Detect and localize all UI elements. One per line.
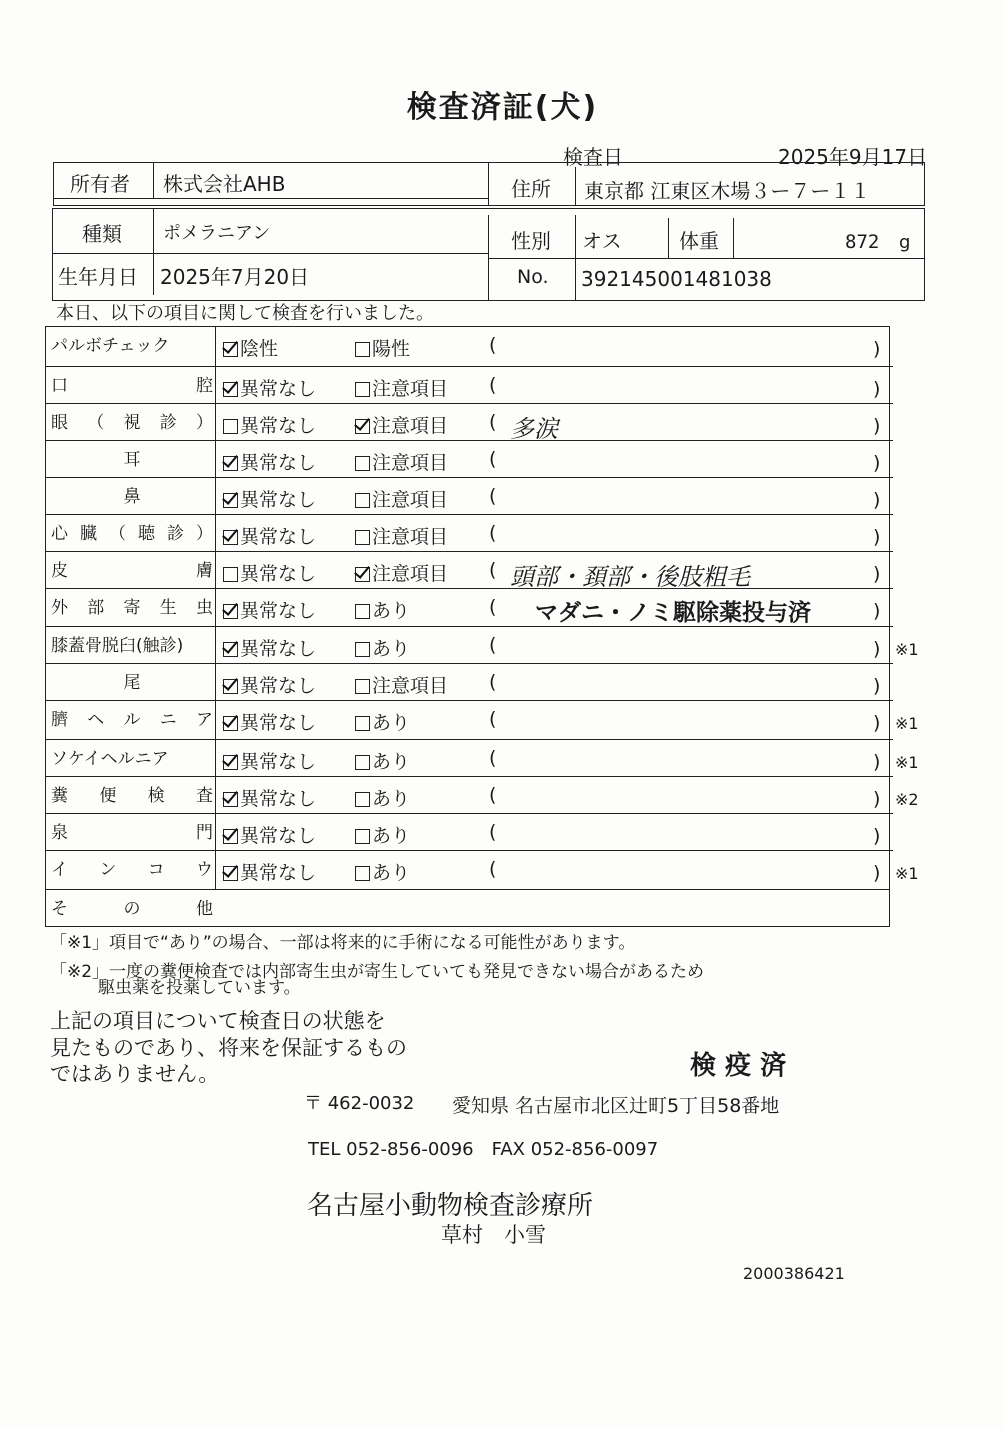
checked-box-icon[interactable]	[355, 567, 370, 582]
inspected-stamp: 検 疫 済	[690, 1051, 787, 1081]
option-2-label: あり	[372, 825, 411, 847]
footnote-mark: ※1	[895, 753, 919, 772]
row-divider	[45, 663, 893, 664]
option-2[interactable]	[355, 411, 448, 438]
option-1-label: 異常なし	[240, 489, 317, 511]
option-2-label: あり	[372, 638, 411, 660]
footnote-2-cont: 駆虫薬を投薬しています。	[98, 978, 301, 998]
option-1[interactable]	[223, 708, 316, 735]
check-item-name: 外 部 寄 生 虫	[51, 598, 213, 618]
empty-box-icon[interactable]	[355, 493, 370, 508]
footnote-mark: ※1	[895, 714, 919, 733]
weight-label: 体重	[679, 229, 719, 253]
close-paren: )	[873, 600, 881, 622]
close-paren: )	[873, 788, 881, 810]
empty-box-icon[interactable]	[223, 419, 238, 434]
postal-code: 〒 462-0032	[304, 1093, 415, 1114]
option-2-label: 注意項目	[372, 526, 449, 548]
check-item-name: 皮 膚	[51, 561, 213, 581]
option-2-label: 注意項目	[372, 563, 449, 585]
check-item-name: 臍 ヘ ル ニ ア	[51, 710, 213, 730]
number-label: No.	[517, 266, 549, 288]
row-divider	[45, 739, 893, 740]
open-paren: (	[489, 708, 497, 730]
open-paren: (	[489, 374, 497, 396]
number-value: 392145001481038	[581, 267, 772, 291]
option-2-label: 注意項目	[372, 675, 449, 697]
option-2-label: あり	[372, 788, 411, 810]
exam-date-label: 検査日	[563, 145, 623, 169]
check-row	[45, 889, 890, 927]
empty-box-icon[interactable]	[355, 382, 370, 397]
option-2[interactable]	[355, 596, 410, 623]
check-item-name: 糞 便 検 査	[51, 786, 213, 806]
close-paren: )	[873, 489, 881, 511]
check-item-name: 眼 （ 視 診 ）	[51, 413, 213, 433]
close-paren: )	[873, 712, 881, 734]
close-paren: )	[873, 825, 881, 847]
footnote-2: 「※2」一度の糞便検査では内部寄生虫が寄生していても発見できない場合があるため	[50, 962, 705, 982]
check-item-name: 口 腔	[51, 376, 213, 396]
empty-box-icon[interactable]	[223, 567, 238, 582]
option-2-label: 注意項目	[372, 489, 449, 511]
option-1-label: 異常なし	[240, 675, 317, 697]
option-1[interactable]	[223, 784, 316, 811]
option-1[interactable]	[223, 448, 316, 475]
check-item-name: 耳	[123, 450, 141, 470]
row-divider	[45, 850, 893, 851]
empty-box-icon[interactable]	[355, 829, 370, 844]
option-1[interactable]	[223, 821, 316, 848]
check-row	[45, 813, 890, 850]
weight-unit: g	[899, 232, 911, 253]
option-1[interactable]	[223, 559, 316, 586]
intro-text: 本日、以下の項目に関して検査を行いました。	[56, 303, 434, 324]
option-2-label: 注意項目	[372, 415, 449, 437]
check-item-name: 心 臓 （ 聴 診 ）	[51, 524, 213, 544]
check-row	[45, 663, 890, 700]
option-2[interactable]	[355, 821, 410, 848]
row-divider	[45, 813, 893, 814]
option-1[interactable]	[223, 411, 316, 438]
option-2[interactable]	[355, 522, 448, 549]
checked-box-icon[interactable]	[223, 829, 238, 844]
checked-box-icon[interactable]	[223, 642, 238, 657]
footnote-mark: ※2	[895, 790, 919, 809]
open-paren: (	[489, 334, 497, 356]
option-1-label: 異常なし	[240, 638, 317, 660]
check-row	[45, 588, 890, 626]
option-1-label: 異常なし	[240, 862, 317, 884]
close-paren: )	[873, 563, 881, 585]
option-1[interactable]	[223, 858, 316, 885]
row-divider	[45, 477, 893, 478]
option-1[interactable]	[223, 634, 316, 661]
open-paren: (	[489, 747, 497, 769]
checked-box-icon[interactable]	[223, 456, 238, 471]
option-1[interactable]	[223, 334, 278, 361]
check-row	[45, 626, 919, 663]
check-row	[45, 700, 919, 739]
check-item-name: 膝蓋骨脱臼(触診)	[51, 636, 184, 656]
birth-value: 2025年7月20日	[160, 265, 310, 289]
option-2[interactable]	[355, 374, 448, 401]
address-label: 住所	[511, 177, 551, 201]
check-row	[45, 366, 890, 403]
row-divider	[45, 366, 893, 367]
row-divider	[45, 440, 893, 441]
breed-label: 種類	[82, 222, 122, 246]
checked-box-icon[interactable]	[223, 530, 238, 545]
option-2[interactable]	[355, 671, 448, 698]
option-1-label: 異常なし	[240, 600, 317, 622]
option-2[interactable]	[355, 448, 448, 475]
address-value: 東京都 江東区木場３ー７ー１１	[584, 179, 871, 203]
document-id: 2000386421	[743, 1264, 845, 1283]
empty-box-icon[interactable]	[355, 342, 370, 357]
footnote-mark: ※1	[895, 864, 919, 883]
check-item-name: そ の 他	[51, 899, 213, 919]
empty-box-icon[interactable]	[355, 792, 370, 807]
open-paren: (	[489, 559, 497, 581]
option-1-label: 異常なし	[240, 788, 317, 810]
check-note: 多涙	[510, 415, 558, 443]
close-paren: )	[873, 338, 881, 360]
open-paren: (	[489, 671, 497, 693]
open-paren: (	[489, 858, 497, 880]
row-divider	[45, 551, 893, 552]
checked-box-icon[interactable]	[223, 755, 238, 770]
option-1-label: 陰性	[240, 338, 279, 360]
vet-name: 草村 小雪	[441, 1223, 546, 1247]
option-1-label: 異常なし	[240, 526, 317, 548]
check-item-name: パルボチェック	[51, 336, 170, 356]
checked-box-icon[interactable]	[223, 716, 238, 731]
check-item-name: 鼻	[123, 487, 141, 507]
empty-box-icon[interactable]	[355, 755, 370, 770]
check-item-name: 尾	[123, 673, 141, 693]
disclaimer-line-3: ではありません。	[50, 1062, 220, 1086]
option-2[interactable]	[355, 334, 410, 361]
row-divider	[45, 626, 893, 627]
option-1[interactable]	[223, 522, 316, 549]
open-paren: (	[489, 485, 497, 507]
check-item-name: ソケイヘルニア	[51, 749, 169, 769]
check-row	[45, 514, 890, 551]
clinic-phone-fax: TEL 052-856-0096 FAX 052-856-0097	[308, 1139, 659, 1160]
checked-box-icon[interactable]	[223, 493, 238, 508]
open-paren: (	[489, 634, 497, 656]
open-paren: (	[489, 821, 497, 843]
close-paren: )	[873, 526, 881, 548]
option-1-label: 異常なし	[240, 378, 317, 400]
option-2-label: 注意項目	[372, 452, 449, 474]
close-paren: )	[873, 751, 881, 773]
empty-box-icon[interactable]	[355, 456, 370, 471]
close-paren: )	[873, 638, 881, 660]
open-paren: (	[489, 448, 497, 470]
option-1-label: 異常なし	[240, 825, 317, 847]
owner-label: 所有者	[70, 172, 130, 196]
option-2-label: あり	[372, 751, 411, 773]
exam-date-value: 2025年9月17日	[778, 145, 928, 169]
check-row	[45, 477, 890, 514]
checked-box-icon[interactable]	[223, 679, 238, 694]
open-paren: (	[489, 596, 497, 618]
option-2-label: あり	[372, 862, 411, 884]
weight-value: 872	[845, 231, 880, 253]
owner-value: 株式会社AHB	[163, 172, 286, 196]
checked-box-icon[interactable]	[223, 792, 238, 807]
sex-label: 性別	[511, 229, 551, 253]
option-1[interactable]	[223, 747, 316, 774]
empty-box-icon[interactable]	[355, 604, 370, 619]
option-1[interactable]	[223, 485, 316, 512]
check-item-name: 泉 門	[51, 823, 213, 843]
disclaimer-line-2: 見たものであり、将来を保証するもの	[50, 1036, 407, 1060]
row-divider	[45, 776, 893, 777]
footnote-mark: ※1	[895, 640, 919, 659]
checked-box-icon[interactable]	[223, 382, 238, 397]
empty-box-icon[interactable]	[355, 716, 370, 731]
checked-box-icon[interactable]	[223, 866, 238, 881]
footnote-1: 「※1」項目で“あり”の場合、一部は将来的に手術になる可能性があります。	[50, 933, 636, 953]
option-2-label: 注意項目	[372, 378, 449, 400]
birth-label: 生年月日	[58, 265, 138, 289]
empty-box-icon[interactable]	[355, 530, 370, 545]
open-paren: (	[489, 522, 497, 544]
checked-box-icon[interactable]	[223, 342, 238, 357]
open-paren: (	[489, 784, 497, 806]
option-2[interactable]	[355, 747, 410, 774]
close-paren: )	[873, 452, 881, 474]
option-1-label: 異常なし	[240, 452, 317, 474]
check-row	[45, 326, 890, 366]
option-2[interactable]	[355, 784, 410, 811]
option-2-label: あり	[372, 712, 411, 734]
option-2[interactable]	[355, 858, 410, 885]
check-note: 頭部・頚部・後肢粗毛	[510, 563, 750, 591]
check-note: マダニ・ノミ駆除薬投与済	[535, 600, 811, 626]
row-divider	[45, 889, 890, 890]
close-paren: )	[873, 862, 881, 884]
option-2[interactable]	[355, 634, 410, 661]
option-1[interactable]	[223, 374, 316, 401]
open-paren: (	[489, 411, 497, 433]
option-1-label: 異常なし	[240, 751, 317, 773]
option-1[interactable]	[223, 671, 316, 698]
checked-box-icon[interactable]	[355, 419, 370, 434]
sex-value: オス	[582, 229, 622, 253]
option-2-label: あり	[372, 600, 411, 622]
empty-box-icon[interactable]	[355, 679, 370, 694]
empty-box-icon[interactable]	[355, 866, 370, 881]
row-divider	[45, 588, 893, 589]
option-1-label: 異常なし	[240, 563, 317, 585]
option-2[interactable]	[355, 559, 448, 586]
close-paren: )	[873, 675, 881, 697]
row-divider	[45, 700, 893, 701]
option-1-label: 異常なし	[240, 712, 317, 734]
check-row	[45, 551, 890, 591]
check-item-name: イ ン コ ウ	[51, 860, 213, 880]
check-table	[45, 326, 919, 927]
check-row	[45, 850, 919, 889]
option-2[interactable]	[355, 485, 448, 512]
clinic-address: 愛知県 名古屋市北区辻町5丁目58番地	[452, 1095, 780, 1117]
checked-box-icon[interactable]	[223, 604, 238, 619]
check-row	[45, 776, 919, 813]
page-title: 検査済証(犬)	[406, 90, 599, 125]
option-2-label: 陽性	[372, 338, 411, 360]
clinic-name: 名古屋小動物検査診療所	[307, 1191, 594, 1221]
check-row	[45, 440, 890, 477]
row-divider	[45, 514, 893, 515]
empty-box-icon[interactable]	[355, 642, 370, 657]
option-1[interactable]	[223, 596, 316, 623]
close-paren: )	[873, 415, 881, 437]
breed-value: ポメラニアン	[163, 223, 271, 244]
disclaimer-line-1: 上記の項目について検査日の状態を	[50, 1009, 386, 1033]
close-paren: )	[873, 378, 881, 400]
check-row	[45, 739, 919, 776]
option-1-label: 異常なし	[240, 415, 317, 437]
option-2[interactable]	[355, 708, 410, 735]
row-divider	[45, 403, 893, 404]
check-row	[45, 403, 890, 443]
